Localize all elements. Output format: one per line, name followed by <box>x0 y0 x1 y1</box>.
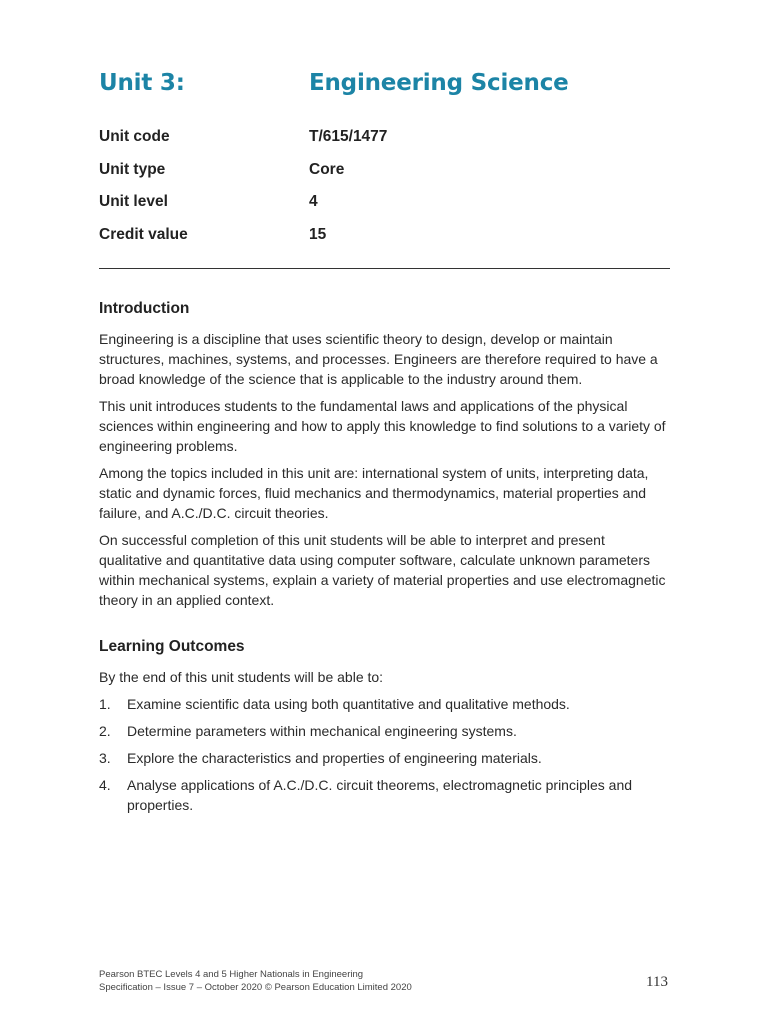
meta-value: Core <box>309 160 345 178</box>
footer-line: Pearson BTEC Levels 4 and 5 Higher Nationals in Engineering <box>99 969 364 980</box>
introduction-paragraph: This unit introduces students to the fundamental laws and applications of the physical sciences within engineering and how to apply this knowledge to find solutions to a variety of engineering problems. <box>99 398 666 454</box>
footer-line: Specification – Issue 7 – October 2020 © Pearson Education Limited 2020 <box>99 982 412 993</box>
list-item <box>99 775 669 815</box>
list-item-text: Determine parameters within mechanical engineering systems. <box>127 723 517 739</box>
learning-outcomes-section <box>99 638 669 822</box>
list-item-number: 1. <box>99 696 111 712</box>
list-item <box>99 748 669 768</box>
unit-meta-table <box>99 128 669 258</box>
list-item <box>99 721 669 741</box>
list-item-text: Explore the characteristics and properties of engineering materials. <box>127 750 542 766</box>
learning-outcomes-list <box>99 694 669 815</box>
introduction-section <box>99 300 669 617</box>
meta-key: Credit value <box>99 225 188 243</box>
meta-value: T/615/1477 <box>309 128 388 145</box>
divider <box>99 268 670 269</box>
list-item <box>99 694 669 714</box>
unit-name: Engineering Science <box>309 70 569 96</box>
page-footer <box>99 968 669 994</box>
learning-outcomes-heading: Learning Outcomes <box>99 638 245 655</box>
introduction-paragraph: Among the topics included in this unit are: international system of units, interpreting data, static and dynamic forces, fluid mechanics and thermodynamics, material properties and failure, and A.C./D.C. circuit theories. <box>99 465 649 521</box>
introduction-paragraph: Engineering is a discipline that uses scientific theory to design, develop or maintain structures, machines, systems, and processes. Engineers are therefore required to have a broad knowledge of the science that is applicable to the industry around them. <box>99 331 658 387</box>
meta-row-unit-level <box>99 193 669 226</box>
page-number: 113 <box>646 974 668 990</box>
learning-outcomes-lead: By the end of this unit students will be able to: <box>99 669 384 685</box>
list-item-number: 3. <box>99 750 111 766</box>
meta-row-unit-code <box>99 128 669 161</box>
list-item-number: 4. <box>99 777 111 793</box>
introduction-heading: Introduction <box>99 300 190 317</box>
meta-key: Unit type <box>99 160 166 178</box>
meta-value: 15 <box>309 225 327 243</box>
meta-key: Unit code <box>99 128 170 145</box>
meta-value: 4 <box>309 193 318 210</box>
introduction-paragraph: On successful completion of this unit students will be able to interpret and present qualitative and quantitative data using computer software, calculate unknown parameters within mechanical systems, explain a variety of material properties and use electromagnetic theory in an applied context. <box>99 532 666 608</box>
list-item-number: 2. <box>99 723 111 739</box>
list-item-text: Analyse applications of A.C./D.C. circuit theorems, electromagnetic principles and properties. <box>127 777 633 813</box>
meta-row-unit-type <box>99 161 669 194</box>
meta-row-credit-value <box>99 226 669 259</box>
list-item-text: Examine scientific data using both quantitative and qualitative methods. <box>127 696 570 712</box>
unit-number: Unit 3: <box>99 70 185 96</box>
meta-key: Unit level <box>99 193 168 210</box>
